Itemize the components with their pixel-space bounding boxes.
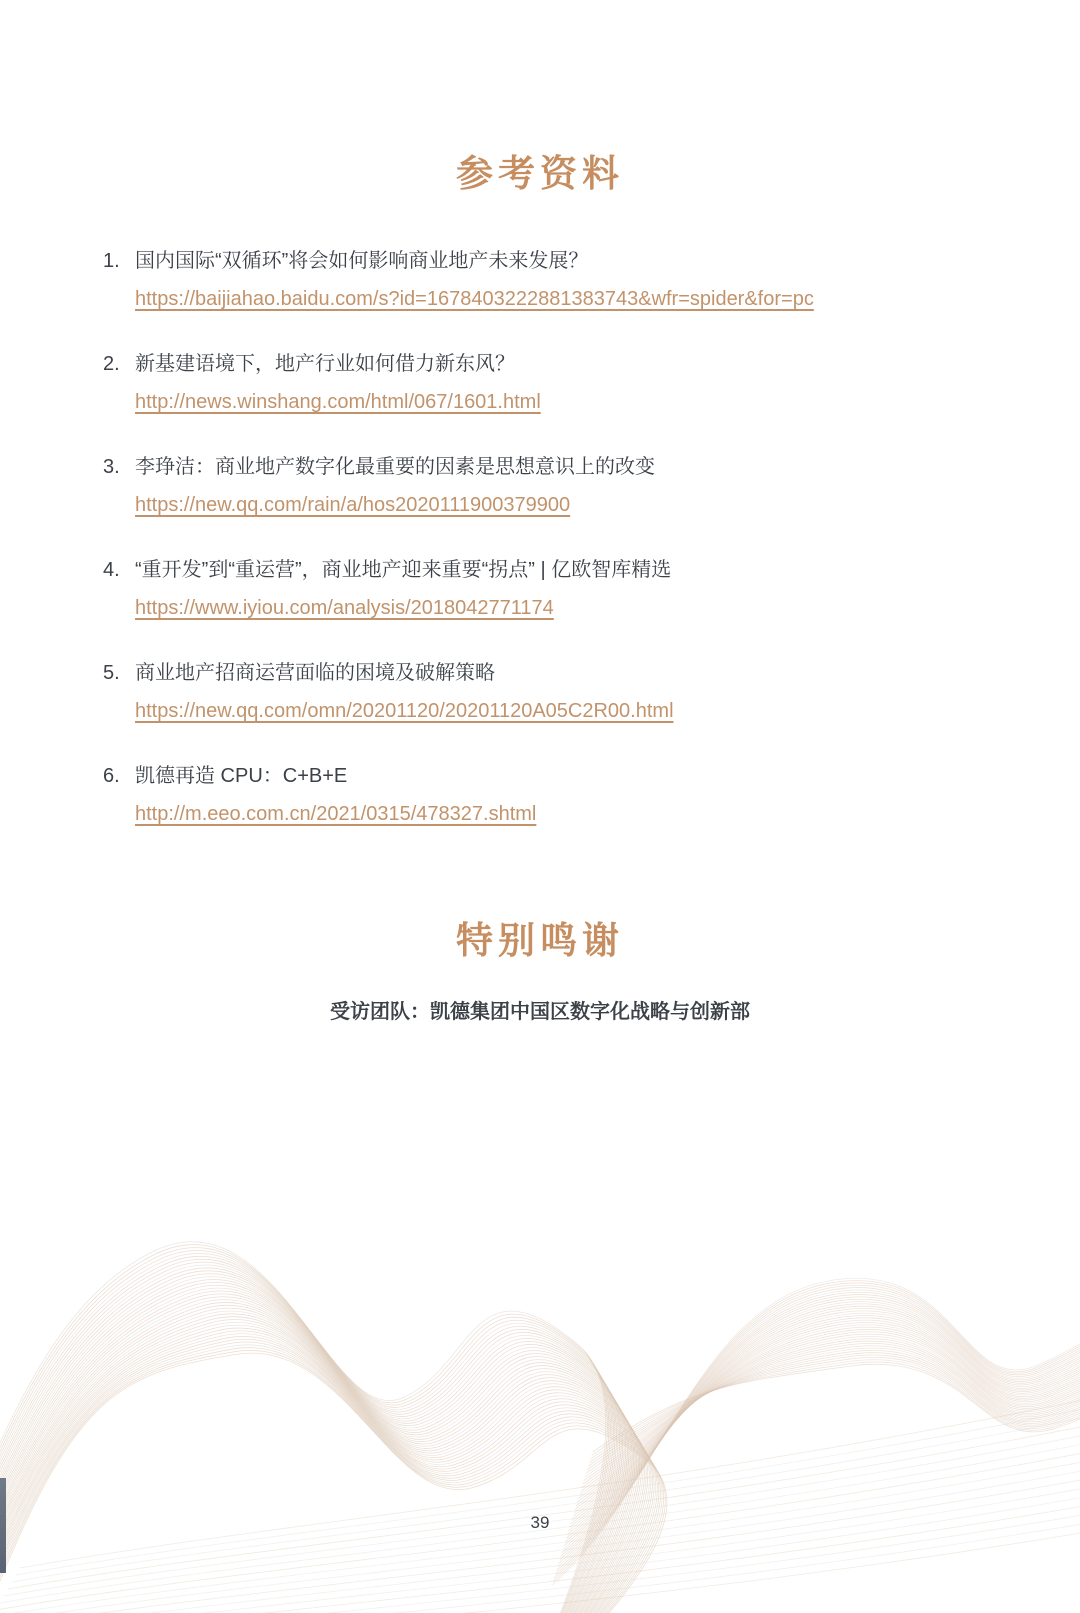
reference-item — [103, 658, 983, 726]
thanks-team-line: 受访团队：凯德集团中国区数字化战略与创新部 — [330, 1001, 750, 1023]
reference-link[interactable]: https://new.qq.com/rain/a/hos2020111900379900 — [135, 494, 571, 516]
references-title: 参考资料 — [456, 153, 624, 194]
reference-text: 李琤洁：商业地产数字化最重要的因素是思想意识上的改变 — [135, 456, 655, 478]
reference-link[interactable]: http://news.winshang.com/html/067/1601.html — [135, 391, 541, 413]
reference-text: 凯德再造 CPU：C+B+E — [135, 765, 348, 787]
reference-link[interactable]: https://new.qq.com/omn/20201120/20201120A05C2R00.html — [135, 700, 674, 722]
reference-number: 4. — [103, 559, 120, 581]
reference-item — [103, 555, 983, 623]
reference-text: 新基建语境下，地产行业如何借力新东风？ — [135, 353, 515, 375]
page-number: 39 — [530, 1513, 550, 1532]
reference-item — [103, 246, 983, 314]
references-list — [103, 246, 983, 829]
reference-link[interactable]: https://www.iyiou.com/analysis/2018042771174 — [135, 597, 554, 619]
reference-text: “重开发”到“重运营”，商业地产迎来重要“拐点” | 亿欧智库精选 — [135, 559, 672, 581]
reference-number: 3. — [103, 456, 120, 478]
decorative-wave-pattern — [0, 1193, 1080, 1613]
reference-text: 商业地产招商运营面临的困境及破解策略 — [135, 662, 495, 684]
document-page — [0, 148, 1080, 1613]
reference-item — [103, 761, 983, 829]
reference-number: 6. — [103, 765, 120, 787]
reference-item — [103, 452, 983, 520]
reference-item — [103, 349, 983, 417]
thanks-title: 特别鸣谢 — [456, 920, 624, 961]
reference-number: 2. — [103, 353, 120, 375]
reference-text: 国内国际“双循环”将会如何影响商业地产未来发展？ — [135, 250, 589, 272]
reference-link[interactable]: http://m.eeo.com.cn/2021/0315/478327.shtml — [135, 803, 537, 825]
reference-number: 5. — [103, 662, 120, 684]
reference-link[interactable]: https://baijiahao.baidu.com/s?id=1678403222881383743&wfr=spider&for=pc — [135, 288, 814, 310]
reference-number: 1. — [103, 250, 120, 272]
